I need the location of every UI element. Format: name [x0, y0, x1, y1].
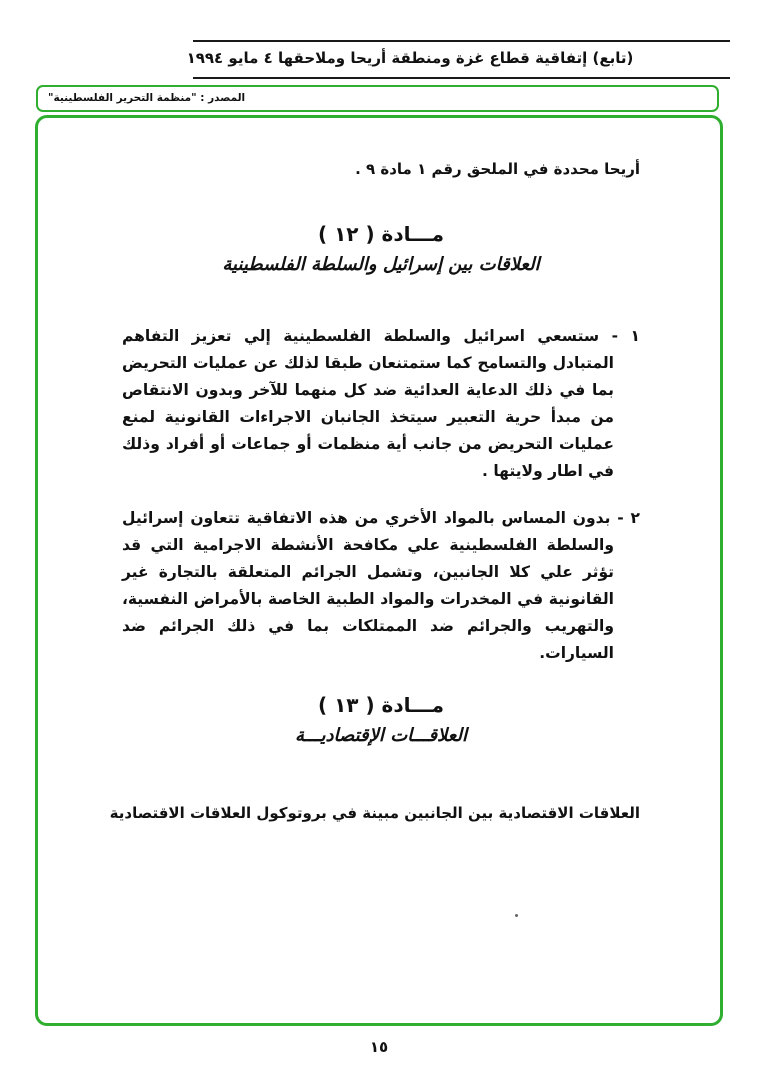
document-content	[38, 118, 720, 822]
intro-line: أريحا محددة في الملحق رقم ١ مادة ٩ .	[355, 160, 640, 178]
article-12-paragraph-2: ٢ - بدون المساس بالمواد الأخري من هذه الاتفاقية تتعاون إسرائيل والسلطة الفلسطينية علي مكافحة الأنشطة الاجرامية التي قد تؤثر علي كلا الجانبين، وتشمل الجرائم المتعلقة بالتجارة غير القانونية في المخدرات والمواد الطبية الخاصة بالأمراض النفسية، والتهريب والجرائم ضد الممتلكات بما في ذلك الجرائم ضد السيارات.	[122, 509, 640, 662]
article-12-subtitle: العلاقات بين إسرائيل والسلطة الفلسطينية	[222, 254, 540, 275]
scan-artifact-dot	[515, 914, 518, 917]
article-13-body-line: العلاقات الاقتصادية بين الجانبين مبينة في بروتوكول العلاقات الاقتصادية	[109, 804, 640, 822]
source-label: المصدر : "منظمة التحرير الفلسطينية"	[48, 92, 246, 104]
header-top-rule	[193, 40, 730, 42]
content-box	[35, 115, 723, 1026]
source-badge	[36, 85, 719, 112]
article-12-title: مـــادة ( ١٢ )	[317, 222, 445, 246]
page-number: ١٥	[369, 1038, 389, 1056]
header-bottom-rule	[193, 77, 730, 79]
article-12-paragraph-1: ١ - ستسعي اسرائيل والسلطة الفلسطينية إلي تعزيز التفاهم المتبادل والتسامح كما ستمتنعان طبقا لذلك عن عمليات التحريض بما في ذلك الدعاية العدائية ضد كل منهما للآخر وبدون الانتقاص من مبدأ حرية التعبير سيتخذ الجانبان الاجراءات القانونية لمنع عمليات التحريض من جانب أية منظمات أو جماعات أو أفراد وذلك في اطار ولايتها .	[122, 327, 640, 480]
article-13-title: مـــادة ( ١٣ )	[317, 693, 445, 717]
article-13-subtitle: العلاقـــات الإقتصاديـــة	[295, 725, 467, 746]
document-header-title: (تابع) إتفاقية قطاع غزة ومنطقة أريحا وملاحقها ٤ مايو ١٩٩٤	[186, 49, 634, 67]
